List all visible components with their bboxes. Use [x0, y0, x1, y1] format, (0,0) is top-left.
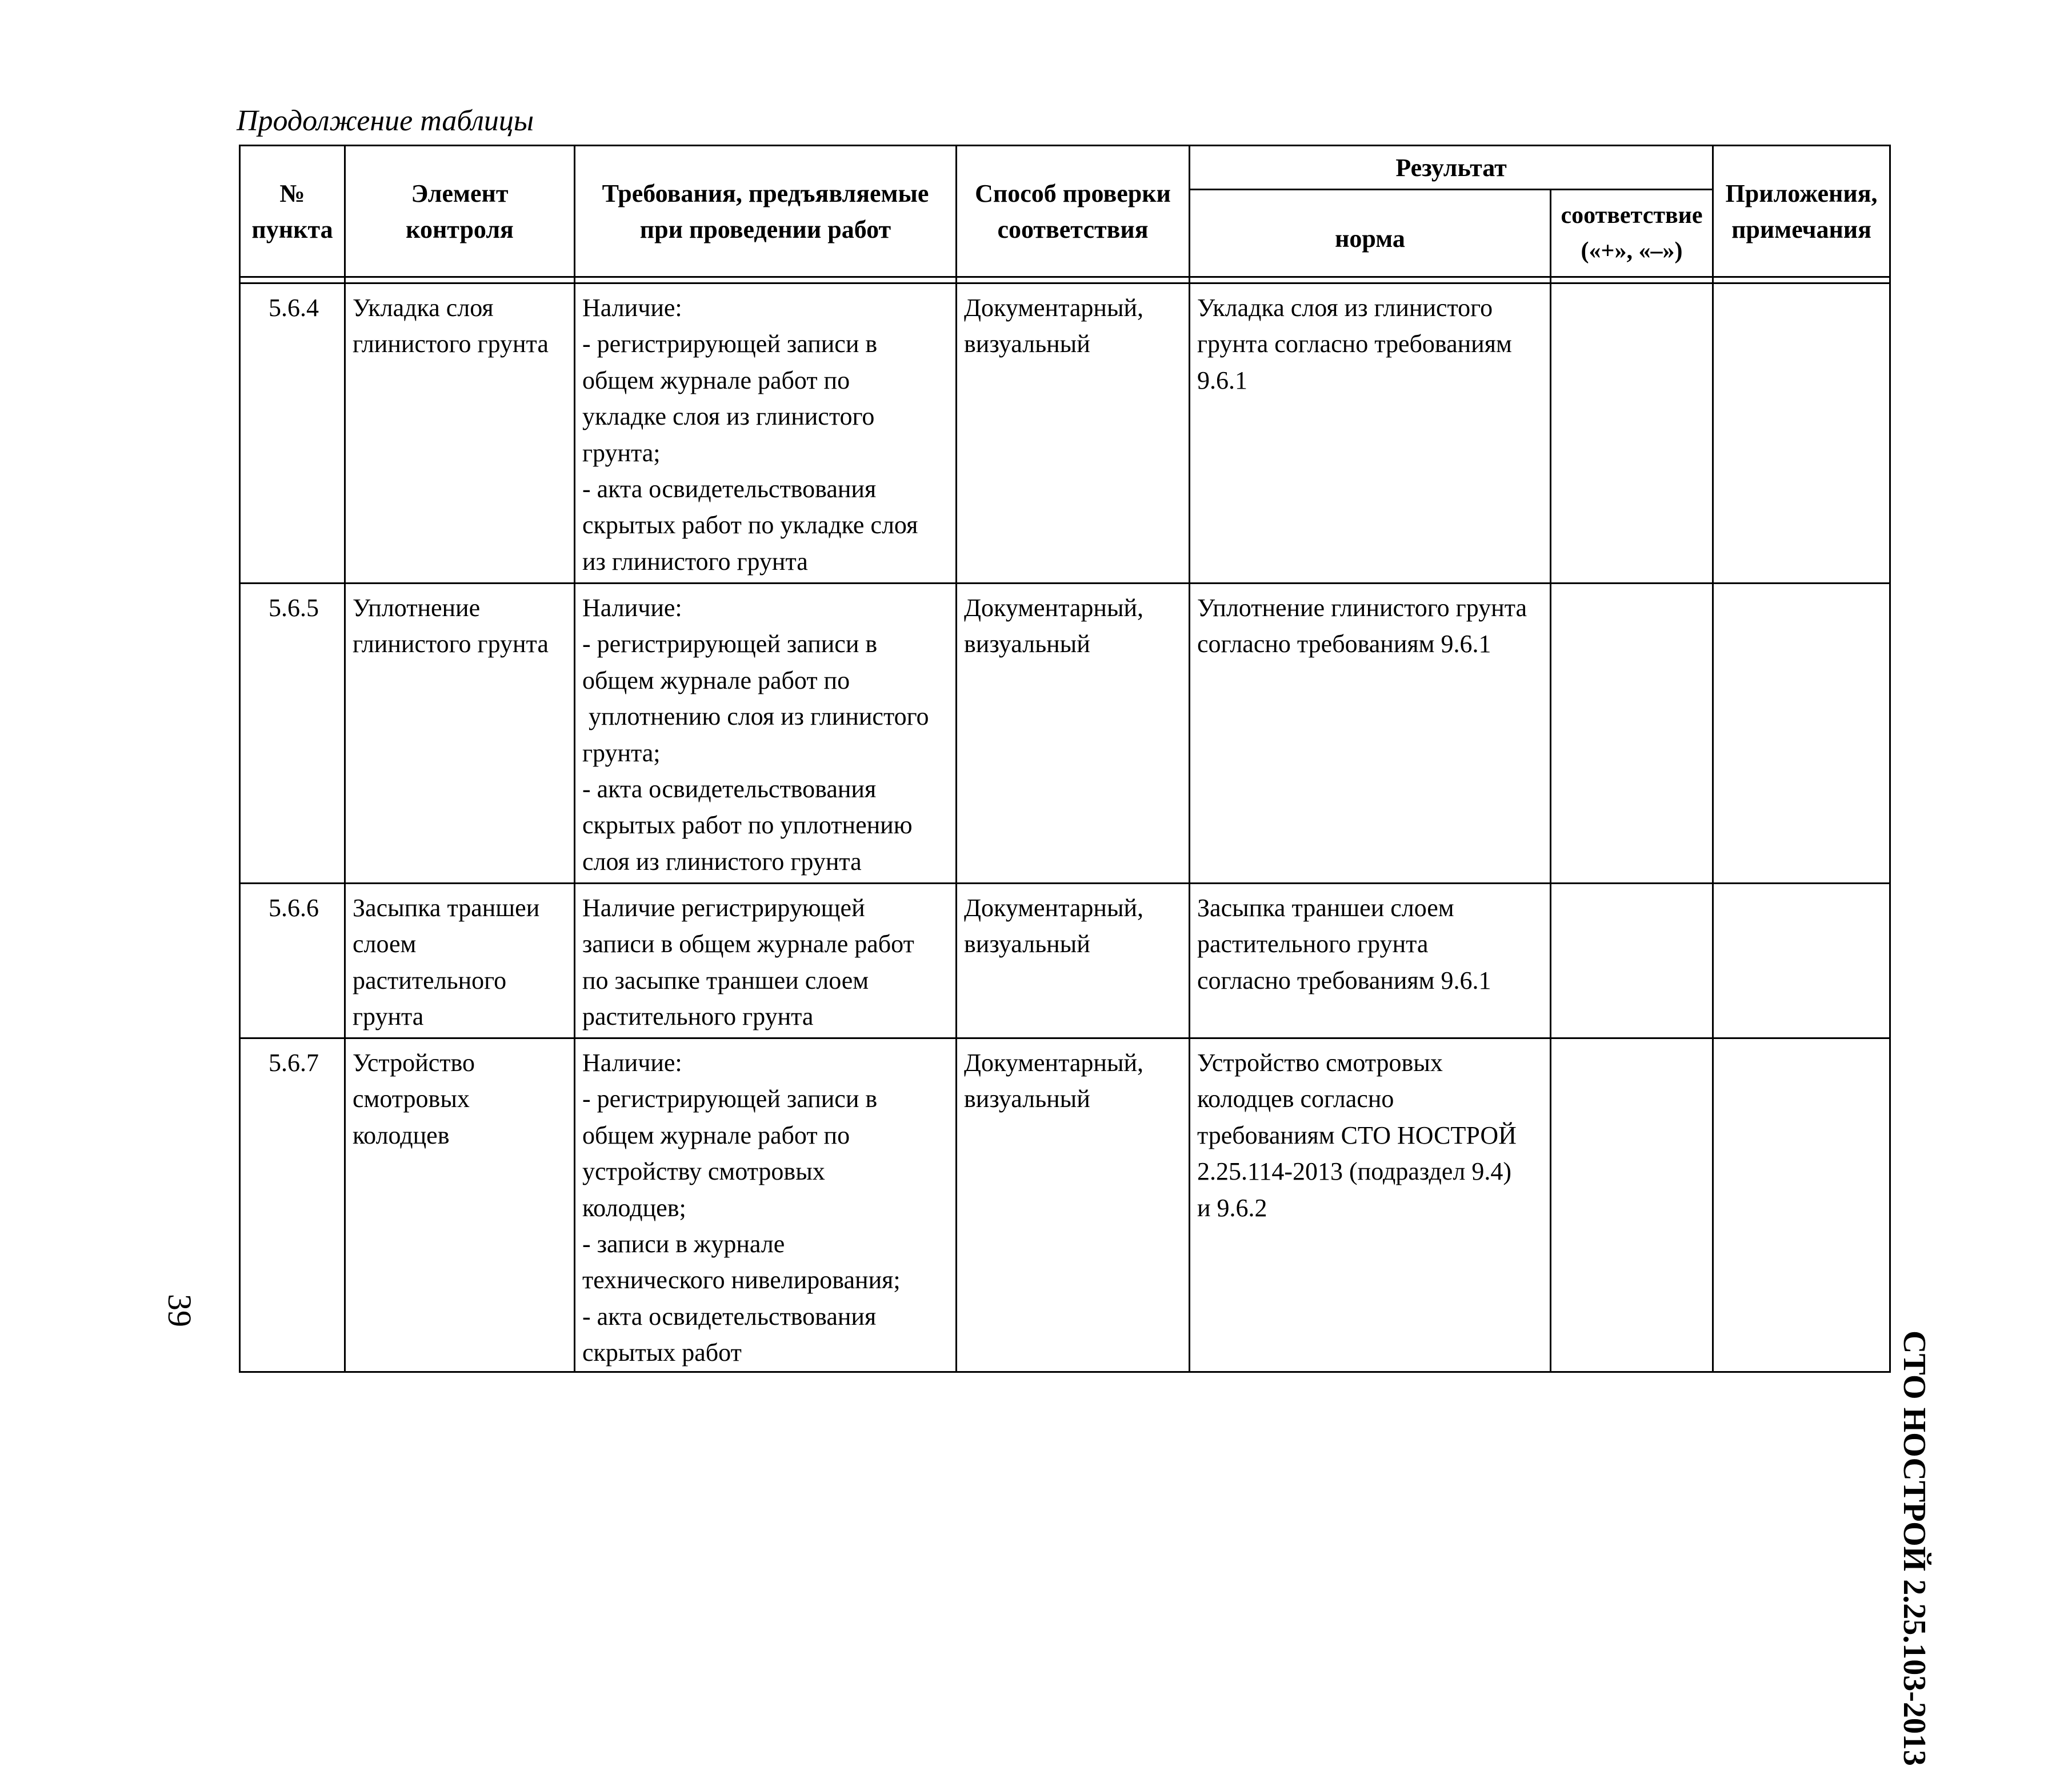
row-num: 5.6.5	[240, 584, 345, 884]
control-table	[239, 145, 1891, 1373]
header-compliance-line: соответствие	[1561, 202, 1703, 229]
cell-line: согласно требованиям 9.6.1	[1197, 630, 1491, 658]
cell-line: 2.25.114-2013 (подраздел 9.4)	[1197, 1157, 1511, 1186]
cell-line: общем журнале работ по	[582, 666, 850, 694]
row-element	[345, 884, 575, 1038]
row-notes	[1713, 884, 1890, 1038]
cell-line: укладке слоя из глинистого	[582, 402, 875, 431]
header-element-line: Элемент	[411, 179, 509, 207]
row-notes	[1713, 283, 1890, 584]
cell-line: из глинистого грунта	[582, 547, 808, 576]
cell-line: Засыпка траншеи слоем	[1197, 894, 1454, 922]
cell-line: скрытых работ	[582, 1339, 742, 1367]
page-number: 39	[161, 1294, 198, 1327]
row-notes	[1713, 1038, 1890, 1372]
cell-line: растительного грунта	[582, 1002, 814, 1031]
cell-line: по засыпке траншеи слоем	[582, 966, 869, 994]
cell-line: Документарный,	[964, 894, 1144, 922]
cell-line: Наличие регистрирующей	[582, 894, 865, 922]
cell-line: Уплотнение глинистого грунта	[1197, 594, 1527, 622]
table-caption: Продолжение таблицы	[237, 105, 534, 137]
cell-line: требованиям СТО НОСТРОЙ	[1197, 1121, 1517, 1149]
table-body	[240, 283, 1890, 1372]
table-row	[240, 1038, 1890, 1372]
table-header	[240, 146, 1890, 277]
cell-line: Документарный,	[964, 294, 1144, 322]
row-element	[345, 584, 575, 884]
cell-line: скрытых работ по укладке слоя	[582, 511, 918, 540]
cell-line: Устройство смотровых	[1197, 1049, 1443, 1077]
cell-line: технического нивелирования;	[582, 1266, 901, 1294]
row-norm	[1190, 584, 1551, 884]
cell-line: Документарный,	[964, 1049, 1144, 1077]
cell-line: - акта освидетельствования	[582, 775, 877, 804]
header-notes-line: Приложения,	[1725, 179, 1878, 207]
cell-line: глинистого грунта	[353, 330, 549, 358]
table-row	[240, 584, 1890, 884]
row-requirements	[575, 1038, 957, 1372]
header-compliance	[1551, 190, 1713, 277]
cell-line: Уплотнение	[353, 594, 481, 622]
header-result: Результат	[1190, 146, 1713, 190]
row-requirements	[575, 884, 957, 1038]
row-compliance	[1551, 884, 1713, 1038]
cell-line: Засыпка траншеи	[353, 894, 540, 922]
cell-line: - записи в журнале	[582, 1230, 785, 1258]
cell-line: визуальный	[964, 330, 1090, 358]
row-compliance	[1551, 283, 1713, 584]
cell-line: - регистрирующей записи в	[582, 630, 878, 658]
cell-line: визуальный	[964, 1085, 1090, 1113]
cell-line: Укладка слоя из глинистого	[1197, 294, 1493, 322]
row-norm	[1190, 1038, 1551, 1372]
cell-line: грунта;	[582, 738, 661, 767]
cell-line: - регистрирующей записи в	[582, 330, 878, 358]
cell-line: Наличие:	[582, 594, 682, 622]
header-method-line: Способ проверки	[975, 179, 1171, 207]
cell-line: грунта	[353, 1002, 424, 1031]
cell-line: Наличие:	[582, 1049, 682, 1077]
row-num: 5.6.6	[240, 884, 345, 1038]
cell-line: скрытых работ по уплотнению	[582, 811, 913, 840]
cell-line: общем журнале работ по	[582, 1121, 850, 1149]
header-requirements-line: при проведении работ	[639, 215, 891, 243]
cell-line: уплотнению слоя из глинистого	[582, 702, 929, 731]
header-num	[240, 146, 345, 277]
cell-line: - регистрирующей записи в	[582, 1085, 878, 1113]
cell-line: визуальный	[964, 930, 1090, 958]
row-norm	[1190, 884, 1551, 1038]
header-norm: норма	[1190, 190, 1551, 277]
table-row	[240, 283, 1890, 584]
cell-line: смотровых	[353, 1085, 470, 1113]
cell-line: - акта освидетельствования	[582, 475, 877, 504]
cell-line: Наличие:	[582, 294, 682, 322]
header-num-line: №	[279, 179, 305, 207]
cell-line: колодцев;	[582, 1193, 686, 1222]
cell-line: Устройство	[353, 1049, 475, 1077]
header-notes	[1713, 146, 1890, 277]
row-compliance	[1551, 1038, 1713, 1372]
row-method	[957, 584, 1190, 884]
cell-line: Документарный,	[964, 594, 1144, 622]
cell-line: грунта согласно требованиям	[1197, 330, 1512, 358]
header-requirements	[575, 146, 957, 277]
header-num-line: пункта	[251, 215, 333, 243]
row-method	[957, 283, 1190, 584]
header-element	[345, 146, 575, 277]
row-num: 5.6.4	[240, 283, 345, 584]
row-requirements	[575, 283, 957, 584]
cell-line: общем журнале работ по	[582, 366, 850, 394]
cell-line: записи в общем журнале работ	[582, 930, 914, 958]
table-row	[240, 884, 1890, 1038]
header-notes-line: примечания	[1731, 215, 1871, 243]
cell-line: колодцев	[353, 1121, 450, 1149]
cell-line: растительного	[353, 966, 507, 994]
cell-line: 9.6.1	[1197, 366, 1247, 394]
cell-line: согласно требованиям 9.6.1	[1197, 966, 1491, 994]
header-element-line: контроля	[406, 215, 514, 243]
header-compliance-line: («+», «–»)	[1581, 238, 1683, 264]
cell-line: и 9.6.2	[1197, 1193, 1267, 1222]
row-requirements	[575, 584, 957, 884]
document-code: СТО НОСТРОЙ 2.25.103-2013	[1897, 1331, 1932, 1766]
header-requirements-line: Требования, предъявляемые	[602, 179, 929, 207]
row-element	[345, 283, 575, 584]
row-element	[345, 1038, 575, 1372]
header-method-line: соответствия	[997, 215, 1149, 243]
header-method	[957, 146, 1190, 277]
row-notes	[1713, 584, 1890, 884]
row-method	[957, 1038, 1190, 1372]
header-separator	[240, 277, 1890, 283]
cell-line: глинистого грунта	[353, 630, 549, 658]
cell-line: визуальный	[964, 630, 1090, 658]
cell-line: устройству смотровых	[582, 1157, 825, 1186]
row-method	[957, 884, 1190, 1038]
row-compliance	[1551, 584, 1713, 884]
cell-line: - акта освидетельствования	[582, 1302, 877, 1331]
cell-line: колодцев согласно	[1197, 1085, 1394, 1113]
row-norm	[1190, 283, 1551, 584]
cell-line: растительного грунта	[1197, 930, 1429, 958]
cell-line: Укладка слоя	[353, 294, 494, 322]
cell-line: грунта;	[582, 438, 661, 467]
cell-line: слоем	[353, 930, 417, 958]
row-num: 5.6.7	[240, 1038, 345, 1372]
cell-line: слоя из глинистого грунта	[582, 847, 862, 876]
